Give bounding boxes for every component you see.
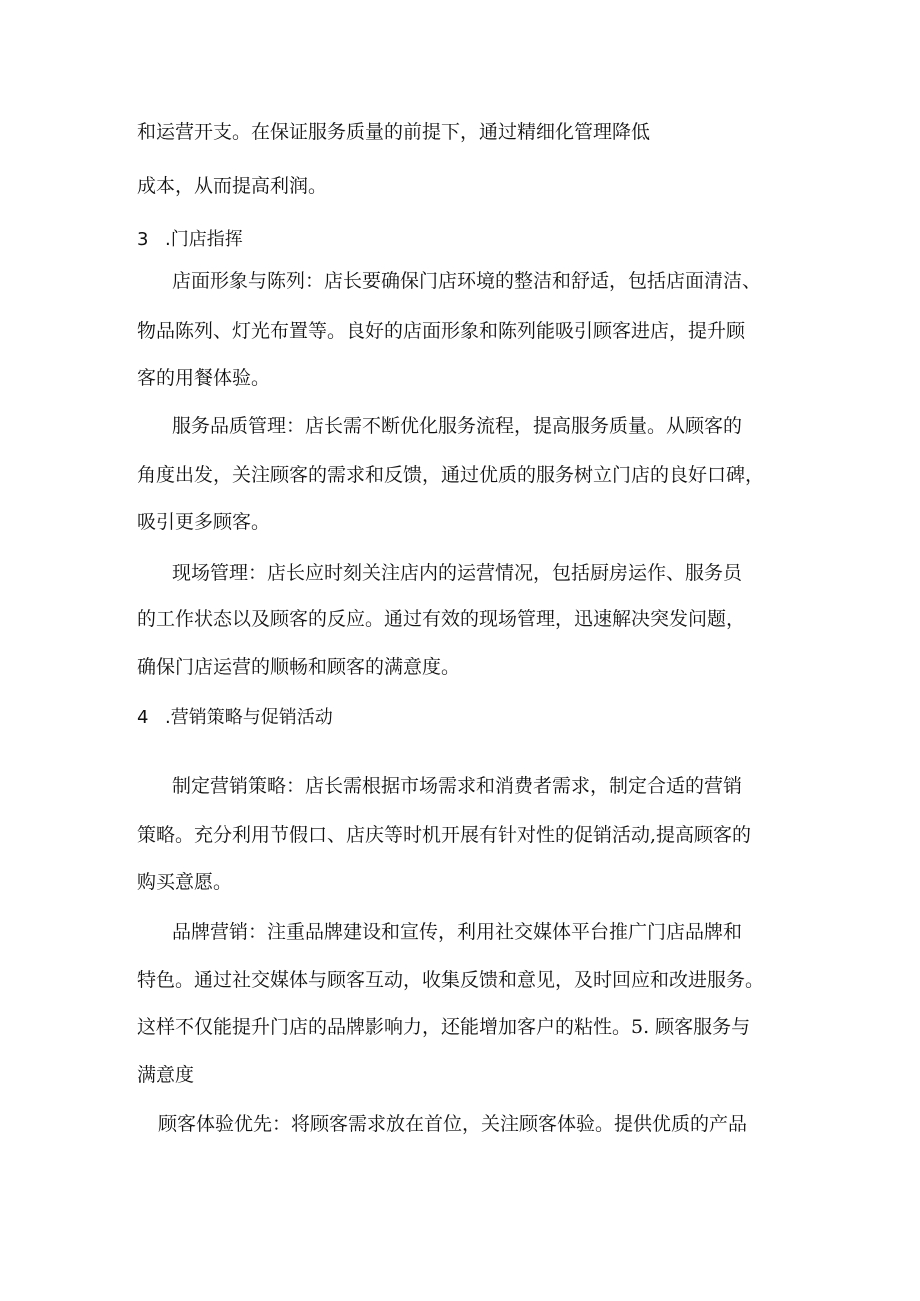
section-title: .营销策略与促销活动 — [165, 707, 333, 728]
paragraph-line: 角度出发，关注顾客的需求和反馈，通过优质的服务树立门店的良好口碑， — [137, 464, 765, 486]
section-number: 3 — [137, 229, 149, 250]
paragraph-line: 吸引更多顾客。 — [137, 511, 271, 533]
paragraph-line: 品牌营销：注重品牌建设和宣传，利用社交媒体平台推广门店品牌和 — [172, 921, 743, 943]
paragraph-line: 特色。通过社交媒体与顾客互动，收集反馈和意见，及时回应和改进服务。 — [137, 969, 765, 991]
paragraph-line: 店面形象与陈列：店长要确保门店环境的整洁和舒适，包括店面清洁、 — [172, 270, 762, 292]
paragraph-line: 的工作状态以及顾客的反应。通过有效的现场管理，迅速解决突发问题， — [137, 608, 746, 630]
paragraph-line: 成本，从而提高利润。 — [137, 175, 328, 197]
paragraph-line: 物品陈列、灯光布置等。良好的店面形象和陈列能吸引顾客进店，提升顾 — [137, 320, 746, 342]
paragraph-line: 和运营开支。在保证服务质量的前提下，通过精细化管理降低 — [137, 121, 651, 143]
section-heading-3 — [137, 228, 243, 252]
paragraph-line: 购买意愿。 — [137, 871, 233, 893]
paragraph-line: 现场管理：店长应时刻关注店内的运营情况，包括厨房运作、服务员 — [172, 562, 743, 584]
paragraph-line: 满意度 — [137, 1064, 195, 1086]
section-heading-4 — [137, 706, 333, 730]
paragraph-line: 策略。充分利用节假口、店庆等时机开展有针对性的促销活动,提高顾客的 — [137, 824, 752, 846]
paragraph-line: 客的用餐体验。 — [137, 367, 271, 389]
paragraph-line: 这样不仅能提升门店的品牌影响力，还能增加客户的粘性。5. 顾客服务与 — [137, 1016, 751, 1038]
paragraph-line: 服务品质管理：店长需不断优化服务流程，提高服务质量。从顾客的 — [172, 415, 743, 437]
section-number: 4 — [137, 707, 149, 728]
section-title: .门店指挥 — [165, 229, 243, 250]
paragraph-line: 制定营销策略：店长需根据市场需求和消费者需求，制定合适的营销 — [172, 775, 743, 797]
paragraph-line: 确保门店运营的顺畅和顾客的满意度。 — [137, 656, 461, 678]
paragraph-line: 顾客体验优先：将顾客需求放在首位，关注顾客体验。提供优质的产品 — [158, 1113, 748, 1135]
